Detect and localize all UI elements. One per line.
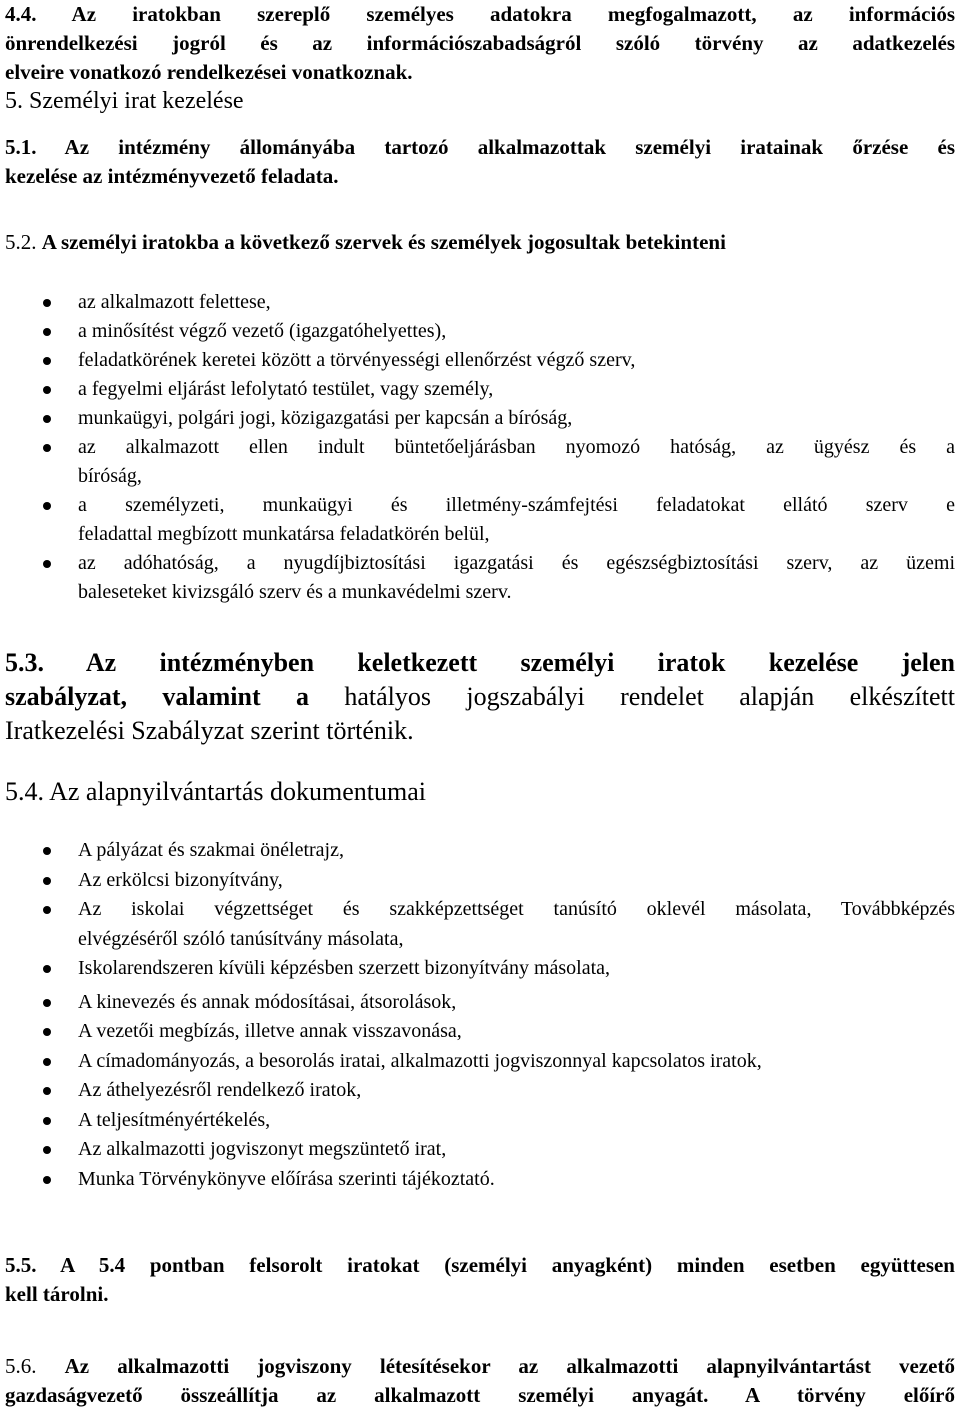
documents-list — [5, 836, 955, 1194]
section-5-1 — [5, 133, 955, 191]
bullet-icon — [43, 1087, 51, 1095]
list-item: az alkalmazott felettese, — [5, 288, 955, 317]
section-5-5 — [5, 1251, 955, 1309]
list-item: a személyzeti, munkaügyi és illetmény-számfejtési feladatokat ellátó szerv e feladattal megbízott munkatársa feladatkörén belül, — [5, 491, 955, 549]
list-item: a minősítést végző vezető (igazgatóhelyettes), — [5, 317, 955, 346]
bullet-icon — [43, 965, 51, 973]
section-5-6 — [5, 1352, 955, 1410]
section-4-4-line: önrendelkezési jogról és az információszabadságról szóló törvény az adatkezelés — [5, 31, 955, 55]
section-5-2-number: 5.2. — [5, 230, 37, 254]
section-5-3-line — [5, 680, 955, 714]
list-item: az adóhatóság, a nyugdíjbiztosítási igazgatási és egészségbiztosítási szerv, az üzemi baleseteket kivizsgáló szerv és a munkavédelmi szerv. — [5, 549, 955, 607]
section-5-6-text: Az alkalmazotti jogviszony létesítésekor az alkalmazotti alapnyilvántartást vezető — [64, 1354, 955, 1378]
section-5-4-heading: 5.4. Az alapnyilvántartás dokumentumai — [5, 777, 426, 806]
list-item: munkaügyi, polgári jogi, közigazgatási per kapcsán a bíróság, — [5, 404, 955, 433]
bullet-icon — [43, 906, 51, 914]
list-item: A kinevezés és annak módosításai, átsorolások, — [5, 988, 955, 1018]
section-4-4 — [5, 0, 955, 87]
list-item: A címadományozás, a besorolás iratai, alkalmazotti jogviszonnyal kapcsolatos iratok, — [5, 1047, 955, 1077]
bullet-icon — [43, 847, 51, 855]
list-item: a fegyelmi eljárást lefolytató testület, vagy személy, — [5, 375, 955, 404]
bullet-icon — [43, 1117, 51, 1125]
bullet-icon — [43, 328, 51, 336]
section-5-heading: 5. Személyi irat kezelése — [5, 88, 244, 114]
section-5-1-line: kezelése az intézményvezető feladata. — [5, 164, 339, 188]
section-5-3-line: Iratkezelési Szabályzat szerint történik. — [5, 716, 414, 745]
section-5-6-line: gazdaságvezető összeállítja az alkalmazott személyi anyagát. A törvény előírő — [5, 1383, 955, 1407]
bullet-icon — [43, 999, 51, 1007]
list-item: A vezetői megbízás, illetve annak visszavonása, — [5, 1017, 955, 1047]
bullet-icon — [43, 415, 51, 423]
bullet-icon — [43, 1176, 51, 1184]
bullet-icon — [43, 560, 51, 568]
list-item: Iskolarendszeren kívüli képzésben szerzett bizonyítvány másolata, — [5, 954, 955, 984]
list-item: Az iskolai végzettséget és szakképzettséget tanúsító oklevél másolata, Továbbképzés elvégzéséről szóló tanúsítvány másolata, — [5, 895, 955, 954]
list-item: Az áthelyezésről rendelkező iratok, — [5, 1076, 955, 1106]
section-5-2-text: A személyi iratokba a következő szervek és személyek jogosultak betekinteni — [41, 230, 726, 254]
list-item: A pályázat és szakmai önéletrajz, — [5, 836, 955, 866]
section-5-6-line — [5, 1352, 955, 1381]
bullet-icon — [43, 1058, 51, 1066]
authorized-list — [5, 288, 955, 607]
list-item: Az erkölcsi bizonyítvány, — [5, 866, 955, 896]
list-item: Az alkalmazotti jogviszonyt megszüntető irat, — [5, 1135, 955, 1165]
section-5-3-bold: szabályzat, valamint a — [5, 682, 309, 711]
bullet-icon — [43, 1028, 51, 1036]
section-5-3-rest: hatályos jogszabályi rendelet alapján elkészített — [344, 682, 956, 711]
section-5-3 — [5, 646, 955, 748]
bullet-icon — [43, 1146, 51, 1154]
bullet-icon — [43, 502, 51, 510]
list-item: feladatkörének keretei között a törvényességi ellenőrzést végző szerv, — [5, 346, 955, 375]
bullet-icon — [43, 299, 51, 307]
bullet-icon — [43, 444, 51, 452]
section-5-5-line: kell tárolni. — [5, 1282, 109, 1306]
section-4-4-line: 4.4. Az iratokban szereplő személyes adatokra megfogalmazott, az információs — [5, 2, 955, 26]
list-item: az alkalmazott ellen indult büntetőeljárásban nyomozó hatóság, az ügyész és a bíróság, — [5, 433, 955, 491]
section-4-4-line: elveire vonatkozó rendelkezései vonatkoznak. — [5, 60, 413, 84]
bullet-icon — [43, 386, 51, 394]
bullet-icon — [43, 877, 51, 885]
list-item: A teljesítményértékelés, — [5, 1106, 955, 1136]
section-5-5-line: 5.5. A 5.4 pontban felsorolt iratokat (személyi anyagként) minden esetben együttesen — [5, 1253, 955, 1277]
section-5-1-line: 5.1. Az intézmény állományába tartozó alkalmazottak személyi iratainak őrzése és — [5, 135, 955, 159]
list-item: Munka Törvénykönyve előírása szerinti tájékoztató. — [5, 1165, 955, 1195]
section-5-6-number: 5.6. — [5, 1354, 37, 1378]
section-5-2 — [5, 228, 955, 257]
bullet-icon — [43, 357, 51, 365]
section-5-3-line: 5.3. Az intézményben keletkezett személyi iratok kezelése jelen — [5, 648, 955, 677]
